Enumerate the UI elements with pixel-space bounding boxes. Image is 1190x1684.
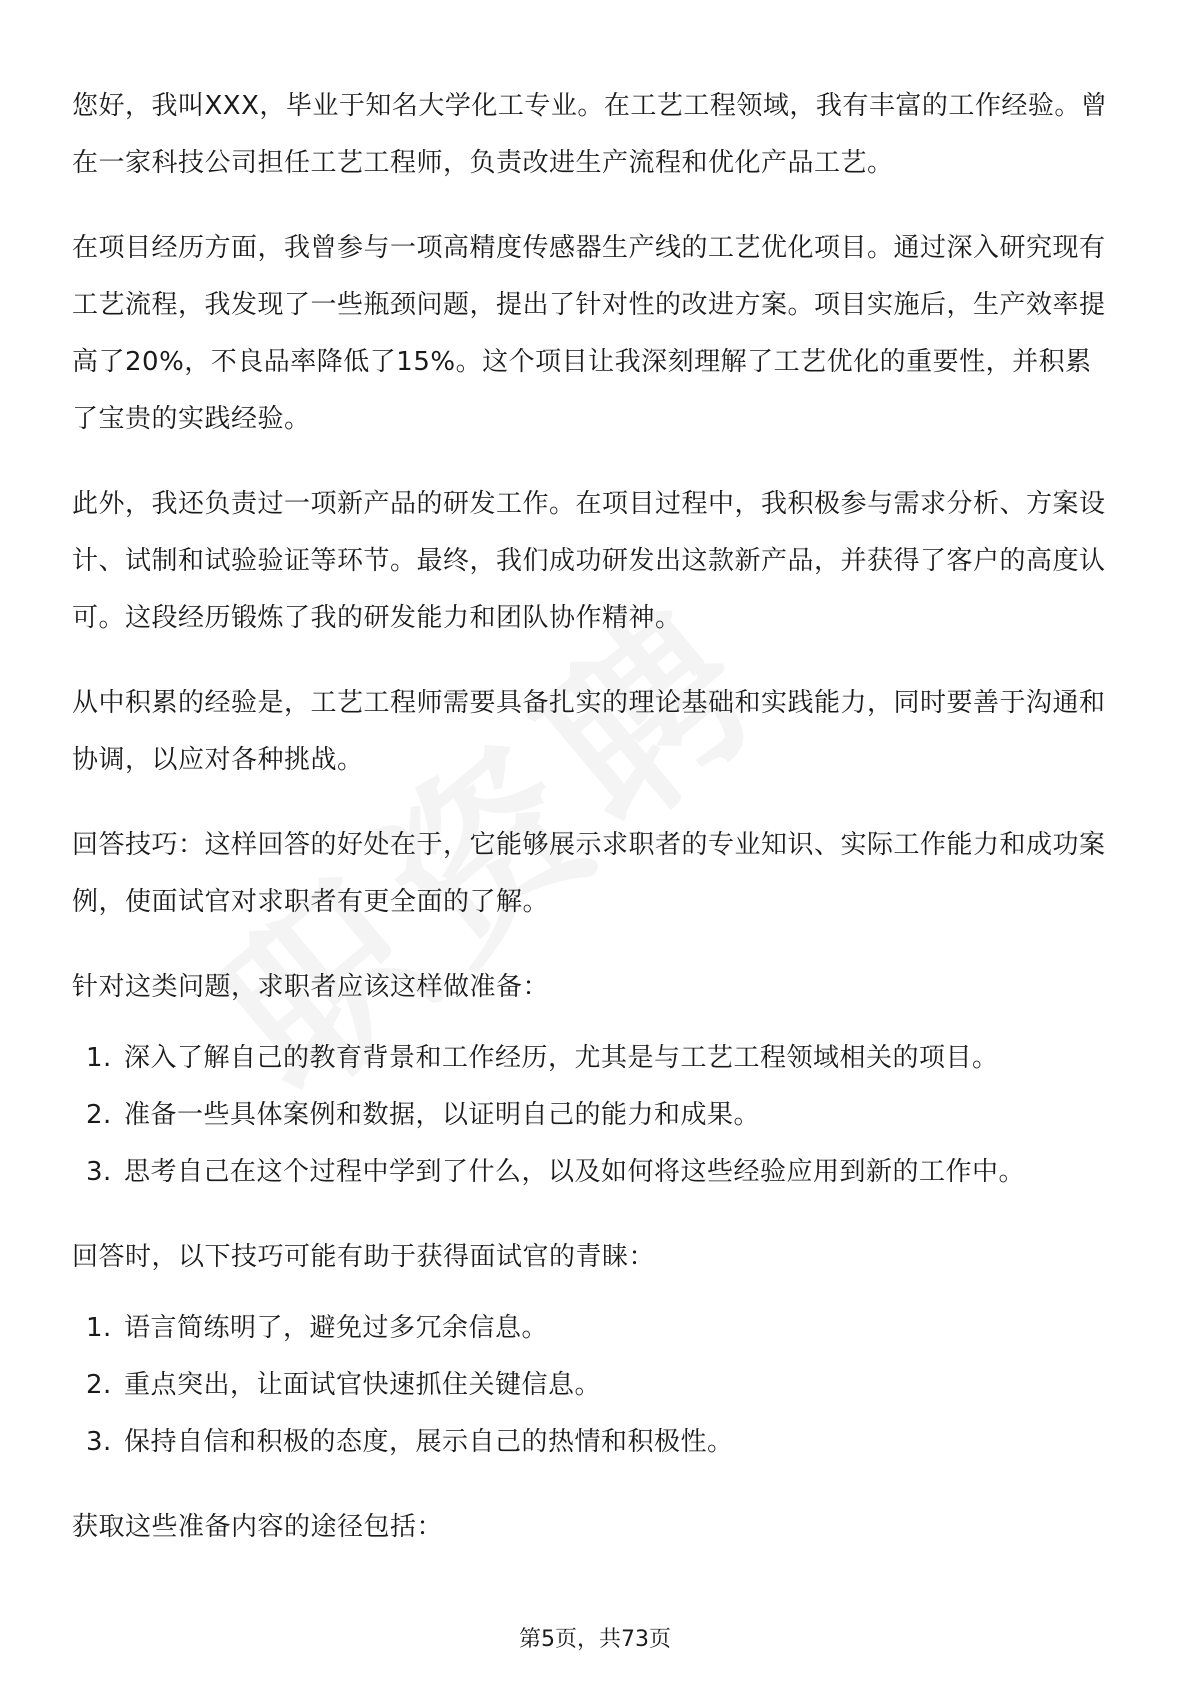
list-item-text: 准备一些具体案例和数据，以证明自己的能力和成果。 <box>124 1100 761 1130</box>
paragraph-answer-tip: 回答技巧：这样回答的好处在于，它能够展示求职者的专业知识、实际工作能力和成功案例，使面试官对求职者有更全面的了解。 <box>72 830 1106 917</box>
list-item-number: 1. <box>86 1043 112 1073</box>
paragraph-prep-intro: 针对这类问题，求职者应该这样做准备： <box>72 972 550 1002</box>
list-item-text: 语言简练明了，避免过多冗余信息。 <box>124 1313 549 1343</box>
list-item-text: 重点突出，让面试官快速抓住关键信息。 <box>124 1370 602 1400</box>
tips-list <box>72 1300 1118 1471</box>
paragraph-rd-experience: 此外，我还负责过一项新产品的研发工作。在项目过程中，我积极参与需求分析、方案设计、试制和试验验证等环节。最终，我们成功研发出这款新产品，并获得了客户的高度认可。这段经历锻炼了我的研发能力和团队协作精神。 <box>72 489 1106 633</box>
paragraph-intro: 您好，我叫XXX，毕业于知名大学化工专业。在工艺工程领域，我有丰富的工作经验。曾在一家科技公司担任工艺工程师，负责改进生产流程和优化产品工艺。 <box>72 91 1108 178</box>
paragraph-lessons: 从中积累的经验是，工艺工程师需要具备扎实的理论基础和实践能力，同时要善于沟通和协调，以应对各种挑战。 <box>72 688 1106 775</box>
list-item <box>72 1030 1118 1087</box>
list-item-number: 3. <box>86 1427 112 1457</box>
list-item-text: 深入了解自己的教育背景和工作经历，尤其是与工艺工程领域相关的项目。 <box>124 1043 999 1073</box>
list-item-number: 2. <box>86 1100 112 1130</box>
prep-list <box>72 1030 1118 1201</box>
paragraph-tips-intro: 回答时，以下技巧可能有助于获得面试官的青睐： <box>72 1242 656 1272</box>
list-item-text: 思考自己在这个过程中学到了什么，以及如何将这些经验应用到新的工作中。 <box>124 1157 1026 1187</box>
list-item <box>72 1087 1118 1144</box>
list-item <box>72 1144 1118 1201</box>
paragraph-project-experience: 在项目经历方面，我曾参与一项高精度传感器生产线的工艺优化项目。通过深入研究现有工艺流程，我发现了一些瓶颈问题，提出了针对性的改进方案。项目实施后，生产效率提高了20%，不良品率降低了15%。这个项目让我深刻理解了工艺优化的重要性，并积累了宝贵的实践经验。 <box>72 233 1106 434</box>
list-item <box>72 1414 1118 1471</box>
list-item <box>72 1357 1118 1414</box>
list-item-text: 保持自信和积极的态度，展示自己的热情和积极性。 <box>124 1427 734 1457</box>
document-body <box>72 78 1118 1584</box>
list-item-number: 1. <box>86 1313 112 1343</box>
list-item <box>72 1300 1118 1357</box>
list-item-number: 2. <box>86 1370 112 1400</box>
page-number: 第5页，共73页 <box>519 1627 671 1652</box>
list-item-number: 3. <box>86 1157 112 1187</box>
paragraph-sources-intro: 获取这些准备内容的途径包括： <box>72 1512 444 1542</box>
